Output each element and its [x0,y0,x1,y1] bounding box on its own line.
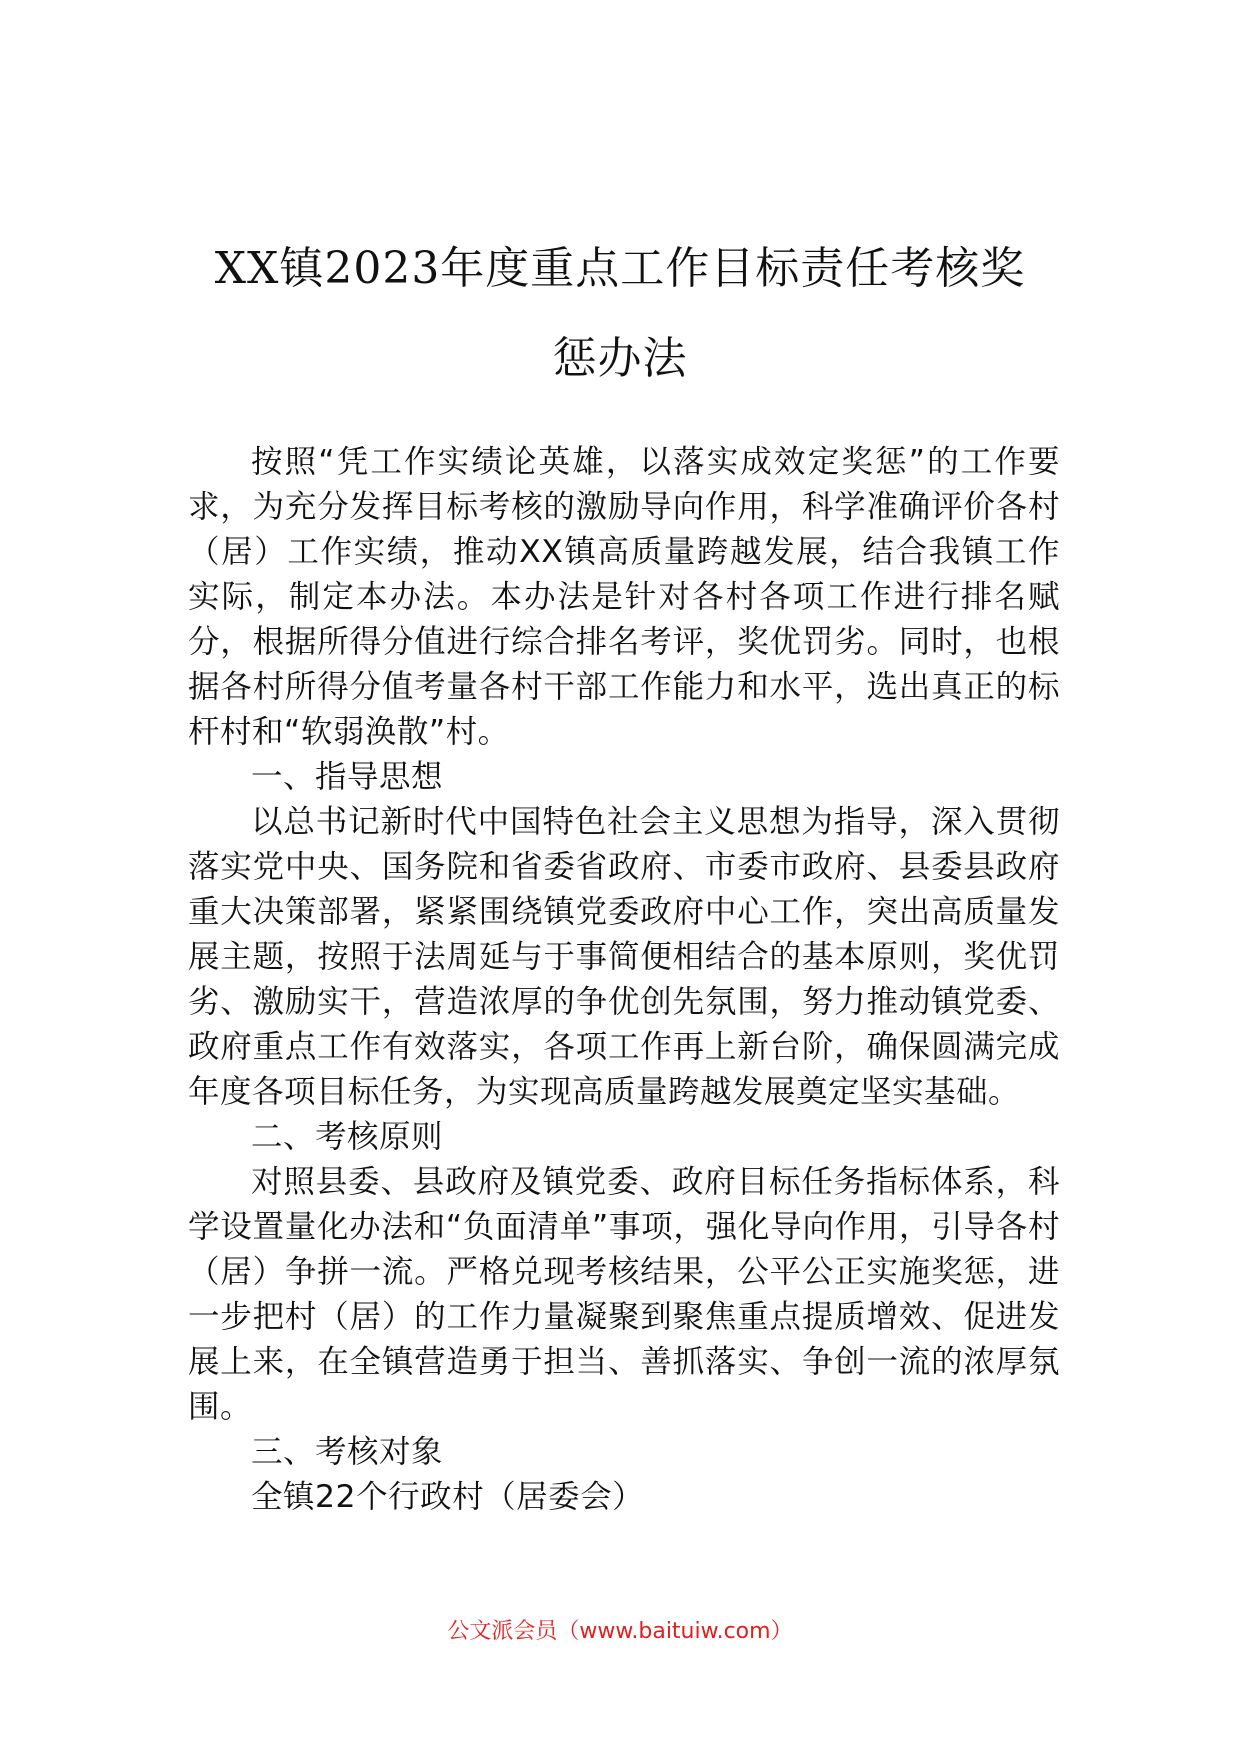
intro-paragraph: 按照“凭工作实绩论英雄，以落实成效定奖惩”的工作要求，为充分发挥目标考核的激励导向作用，科学准确评价各村（居）工作实绩，推动XX镇高质量跨越发展，结合我镇工作实际，制定本办法。本办法是针对各村各项工作进行排名赋分，根据所得分值进行综合排名考评，奖优罚劣。同时，也根据各村所得分值考量各村干部工作能力和水平，选出真正的标杆村和“软弱涣散”村。 [188,444,1060,750]
footer-watermark: 公文派会员（www.baituiw.com） [447,1619,793,1644]
document-title-line-1: XX镇2023年度重点工作目标责任考核奖 [214,243,1026,294]
section-paragraph-guiding-thought: 以总书记新时代中国特色社会主义思想为指导，深入贯彻落实党中央、国务院和省委省政府、市委市政府、县委县政府重大决策部署，紧紧围绕镇党委政府中心工作，突出高质量发展主题，按照于法周延与于事简便相结合的基本原则，奖优罚劣、激励实干，营造浓厚的争优创先氛围，努力推动镇党委、政府重点工作有效落实，各项工作再上新台阶，确保圆满完成年度各项目标任务，为实现高质量跨越发展奠定坚实基础。 [188,804,1060,1110]
section-heading-guiding-thought: 一、指导思想 [251,759,444,795]
section-heading-targets: 三、考核对象 [251,1434,444,1470]
section-paragraph-principles: 对照县委、县政府及镇党委、政府目标任务指标体系，科学设置量化办法和“负面清单”事项，强化导向作用，引导各村（居）争拼一流。严格兑现考核结果，公平公正实施奖惩，进一步把村（居）的工作力量凝聚到聚焦重点提质增效、促进发展上来，在全镇营造勇于担当、善抓落实、争创一流的浓厚氛围。 [188,1164,1060,1425]
section-paragraph-targets: 全镇22个行政村（居委会） [251,1479,645,1515]
document-body [188,440,1060,1520]
section-heading-principles: 二、考核原则 [251,1119,444,1155]
document-title-line-2: 惩办法 [552,333,688,384]
